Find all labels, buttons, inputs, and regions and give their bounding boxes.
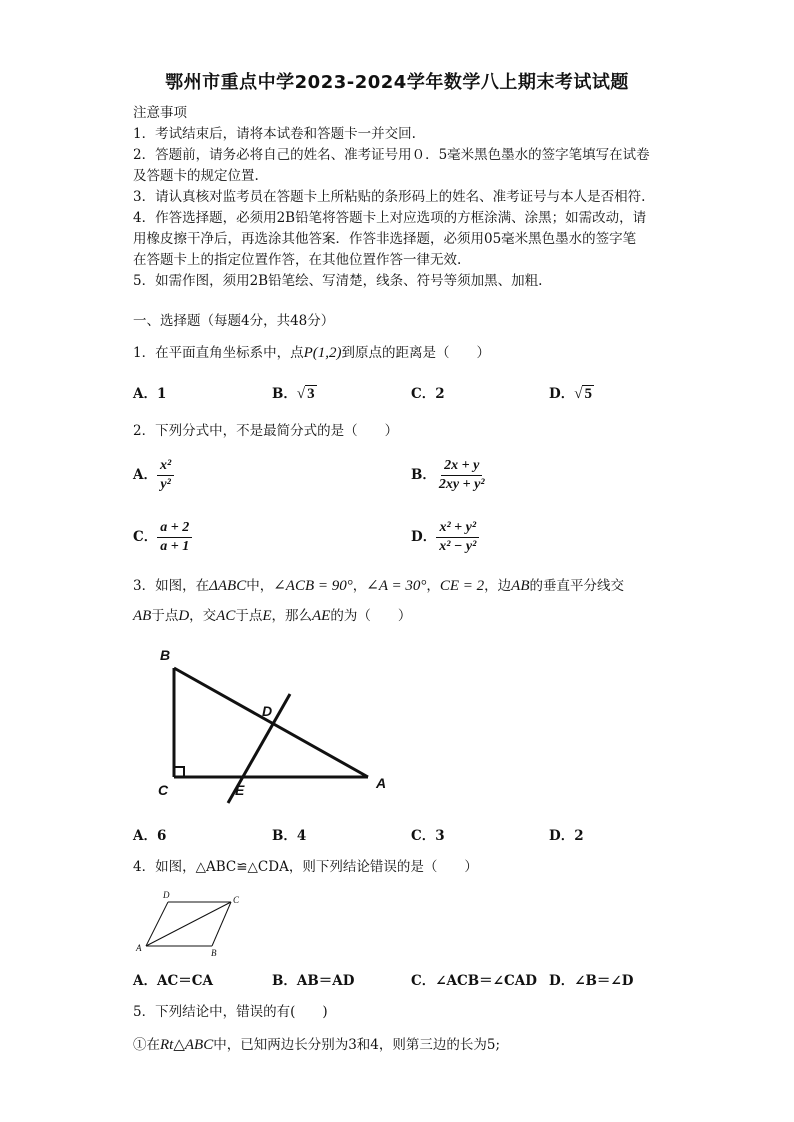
q2-option-d-fraction	[436, 520, 479, 555]
diagonal-ac	[146, 902, 231, 946]
q3-option-a: A．6	[133, 828, 167, 844]
numerator: a + 2	[157, 520, 192, 538]
label-b: B	[211, 948, 217, 958]
q1-option-a: A．1	[133, 386, 167, 402]
q3-ae: AE	[312, 608, 331, 624]
q2-option-a-fraction	[157, 458, 174, 493]
q3-angle-a: ∠A = 30°	[366, 578, 427, 594]
notice-line-4: 3．请认真核对监考员在答题卡上所粘贴的条形码上的姓名、准考证号与本人是否相符.	[133, 189, 646, 205]
q2-option-d	[411, 520, 479, 555]
q2-option-d-label: D．	[411, 529, 437, 545]
side-bc	[212, 902, 231, 946]
label-d: D	[262, 703, 273, 719]
q1-option-d	[549, 384, 594, 404]
q3-ab: AB	[511, 578, 530, 594]
q3-text: ，那么	[271, 608, 313, 624]
q2-option-b-fraction	[436, 458, 488, 493]
notice-heading: 注意事项	[133, 105, 187, 121]
sqrt-symbol: √ 3	[296, 386, 315, 402]
q4-parallelogram-figure	[130, 888, 245, 958]
q1-option-d-label: D．	[549, 386, 575, 402]
q3-stem-line-1	[133, 576, 624, 596]
notice-line-1: 1．考试结束后，请将本试卷和答题卡一并交回.	[133, 126, 416, 142]
denominator: x² − y²	[439, 539, 477, 554]
q3-point-d: D	[178, 608, 190, 624]
q2-option-a-label: A．	[133, 467, 157, 483]
denominator: y²	[160, 477, 171, 492]
q5-item-1	[133, 1035, 500, 1055]
label-d: D	[163, 890, 170, 900]
exam-title: 鄂州市重点中学2023-2024学年数学八上期末考试试题	[165, 72, 629, 93]
q3-text: ，交	[189, 608, 217, 624]
q2-option-a	[133, 458, 174, 493]
q2-option-c-fraction	[157, 520, 192, 555]
q2-option-c	[133, 520, 192, 555]
label-a: A	[376, 775, 387, 791]
q2-option-c-label: C．	[133, 529, 158, 545]
q1-stem	[133, 343, 490, 363]
q3-ac: AC	[216, 608, 236, 624]
q4-option-b: B．AB＝AD	[272, 973, 355, 989]
numerator: x²	[157, 458, 174, 476]
notice-line-7: 在答题卡上的指定位置作答，在其他位置作答一律无效.	[133, 252, 462, 268]
q4-option-a: A．AC＝CA	[133, 973, 213, 989]
q2-option-b	[411, 458, 488, 493]
q5-item-text: 中，已知两边长分别为3和4，则第三边的长为5;	[213, 1037, 501, 1053]
notice-line-6: 用橡皮擦干净后，再选涂其他答案．作答非选择题，必须用05毫米黑色墨水的签字笔	[133, 231, 637, 247]
q4-option-d: D．∠B＝∠D	[549, 973, 634, 989]
q3-option-c: C．3	[411, 828, 445, 844]
q3-text: 中，	[246, 578, 274, 594]
q1-option-b-radicand: 3	[307, 386, 315, 402]
q3-text: ，	[352, 578, 367, 594]
q1-option-d-radicand: 5	[584, 386, 592, 402]
q5-triangle: Rt△ABC	[160, 1037, 214, 1053]
numerator: 2x + y	[441, 458, 482, 476]
q4-option-c: C．∠ACB＝∠CAD	[411, 973, 537, 989]
q3-point-e: E	[262, 608, 272, 624]
q3-ab: AB	[133, 608, 152, 624]
q1-post: 到原点的距离是（ ）	[341, 345, 490, 361]
side-ab	[174, 668, 368, 777]
q5-item-marker: ①在	[133, 1037, 160, 1053]
q3-text: 3．如图，在	[133, 578, 210, 594]
section-heading: 一、选择题（每题4分，共48分）	[133, 313, 335, 329]
q3-ce: CE = 2	[439, 578, 485, 594]
q4-stem: 4．如图，△ABC≌△CDA，则下列结论错误的是（ ）	[133, 859, 478, 875]
q3-text: ，边	[484, 578, 512, 594]
q2-option-b-label: B．	[411, 467, 436, 483]
q3-angle-acb: ∠ACB = 90°	[273, 578, 353, 594]
q3-text: 于点	[151, 608, 179, 624]
notice-line-8: 5．如需作图，须用2B铅笔绘、写清楚，线条、符号等须加黑、加粗.	[133, 273, 543, 289]
q3-text: ，	[426, 578, 440, 594]
sqrt-symbol: √ 5	[574, 386, 592, 402]
q3-option-b: B．4	[272, 828, 307, 844]
q3-option-d: D．2	[549, 828, 584, 844]
label-b: B	[160, 647, 171, 663]
label-a: A	[136, 943, 142, 953]
q3-text: 的为（ ）	[330, 608, 412, 624]
q3-text: 的垂直平分线交	[529, 578, 624, 594]
q3-triangle-figure	[150, 640, 400, 820]
label-e: E	[235, 782, 245, 798]
label-c: C	[158, 782, 169, 798]
denominator: 2xy + y²	[438, 477, 485, 492]
denominator: a + 1	[160, 539, 190, 554]
q1-option-c: C．2	[411, 386, 445, 402]
q1-option-b-label: B．	[272, 386, 297, 402]
q1-point: P(1,2)	[303, 345, 342, 361]
q3-stem-line-2	[133, 606, 411, 626]
q1-option-b	[272, 384, 317, 404]
side-da	[146, 902, 168, 946]
q2-stem: 2．下列分式中，不是最简分式的是（ ）	[133, 423, 399, 439]
notice-line-5: 4．作答选择题，必须用2B铅笔将答题卡上对应选项的方框涂满、涂黑；如需改动，请	[133, 210, 647, 226]
q3-text: 于点	[235, 608, 263, 624]
notice-line-3: 及答题卡的规定位置.	[133, 168, 259, 184]
q5-stem: 5．下列结论中，错误的有( )	[133, 1004, 328, 1020]
q3-triangle: ΔABC	[209, 578, 247, 594]
label-c: C	[233, 895, 240, 905]
numerator: x² + y²	[436, 520, 479, 538]
notice-line-2: 2．答题前，请务必将自己的姓名、准考证号用０．5毫米黑色墨水的签字笔填写在试卷	[133, 147, 650, 163]
q1-pre: 1．在平面直角坐标系中，点	[133, 345, 304, 361]
